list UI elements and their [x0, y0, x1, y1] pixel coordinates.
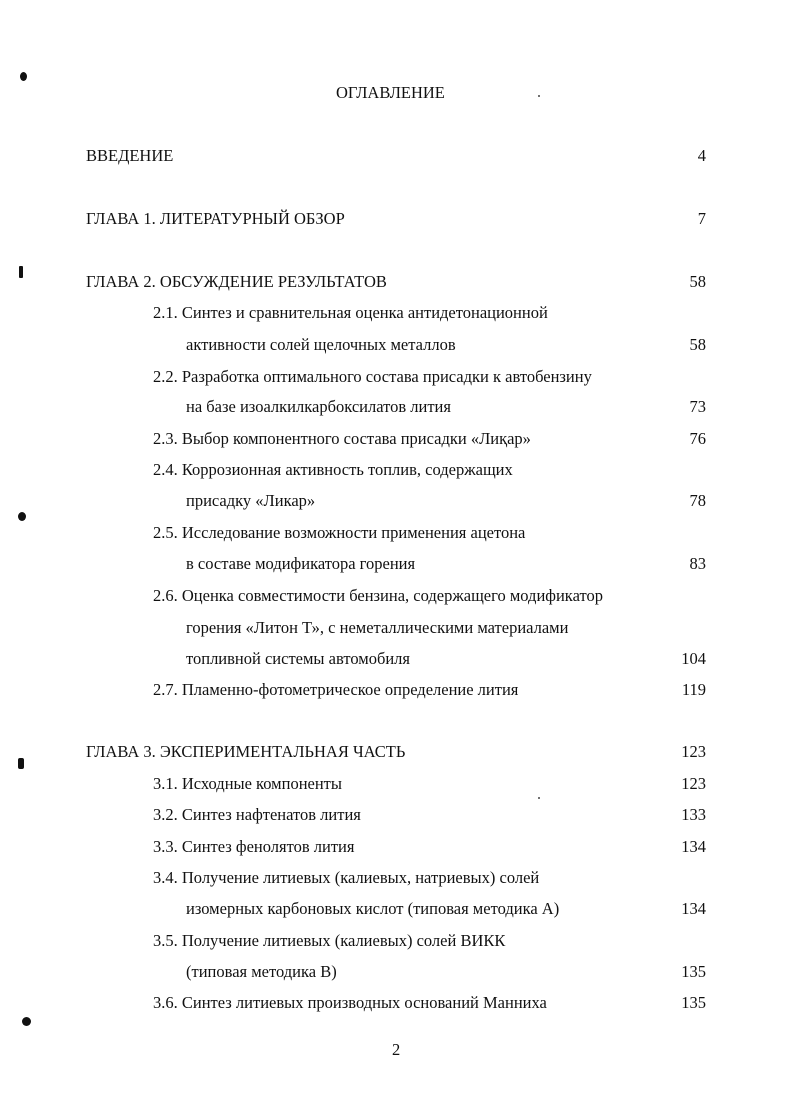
toc-section-3-2: 3.2. Синтез нафтенатов лития [153, 805, 361, 824]
scan-mark [20, 72, 27, 81]
toc-section-3-4-cont: изомерных карбоновых кислот (типовая методика А) [186, 899, 560, 918]
scan-speck [538, 95, 540, 97]
toc-section-2-3: 2.3. Выбор компонентного состава присадки «Лиқар» [153, 429, 531, 448]
toc-page-chapter-1: 7 [697, 209, 706, 228]
toc-page-2-2: 73 [689, 397, 706, 416]
toc-section-2-5: 2.5. Исследование возможности применения ацетона [153, 523, 526, 542]
toc-section-3-3: 3.3. Синтез фенолятов лития [153, 837, 355, 856]
toc-section-3-4: 3.4. Получение литиевых (калиевых, натриевых) солей [153, 868, 540, 887]
toc-section-2-6: 2.6. Оценка совместимости бензина, содержащего модификатор [153, 586, 603, 605]
scan-mark [18, 758, 24, 769]
toc-page-2-6: 104 [681, 649, 706, 668]
toc-chapter-3: ГЛАВА 3. ЭКСПЕРИМЕНТАЛЬНАЯ ЧАСТЬ [86, 742, 406, 761]
toc-chapter-2: ГЛАВА 2. ОБСУЖДЕНИЕ РЕЗУЛЬТАТОВ [86, 272, 387, 291]
scan-mark [19, 266, 23, 278]
toc-section-2-2: 2.2. Разработка оптимального состава присадки к автобензину [153, 367, 592, 386]
toc-section-3-1: 3.1. Исходные компоненты [153, 774, 342, 793]
toc-page-2-3: 76 [689, 429, 706, 448]
toc-page-2-4: 78 [689, 491, 706, 510]
toc-page-3-6: 135 [681, 993, 706, 1012]
toc-section-2-6-cont: горения «Литон Т», с неметаллическими материалами [186, 618, 569, 637]
toc-chapter-1: ГЛАВА 1. ЛИТЕРАТУРНЫЙ ОБЗОР [86, 209, 345, 228]
toc-page-chapter-3: 123 [681, 742, 706, 761]
toc-section-3-6: 3.6. Синтез литиевых производных оснований Манниха [153, 993, 547, 1012]
toc-page-chapter-2: 58 [689, 272, 706, 291]
scan-mark [18, 512, 26, 521]
toc-section-2-4: 2.4. Коррозионная активность топлив, содержащих [153, 460, 513, 479]
toc-page-3-5: 135 [681, 962, 706, 981]
toc-title: ОГЛАВЛЕНИЕ [336, 83, 445, 102]
toc-section-2-2-cont: на базе изоалкилкарбоксилатов лития [186, 397, 451, 416]
toc-entry-intro: ВВЕДЕНИЕ [86, 146, 174, 165]
toc-page-intro: 4 [697, 146, 706, 165]
toc-page-2-1: 58 [689, 335, 706, 354]
scan-mark [22, 1017, 31, 1026]
page-number: 2 [392, 1040, 401, 1059]
toc-page-3-1: 123 [681, 774, 706, 793]
toc-page-2-5: 83 [689, 554, 706, 573]
toc-section-2-1-cont: активности солей щелочных металлов [186, 335, 456, 354]
toc-section-2-6-cont2: топливной системы автомобиля [186, 649, 410, 668]
toc-page-2-7: 119 [681, 680, 706, 699]
scan-speck [538, 797, 540, 799]
toc-section-3-5-cont: (типовая методика В) [186, 962, 337, 981]
toc-page-3-3: 134 [681, 837, 706, 856]
toc-page-3-4: 134 [681, 899, 706, 918]
toc-section-2-7: 2.7. Пламенно-фотометрическое определение лития [153, 680, 519, 699]
toc-section-3-5: 3.5. Получение литиевых (калиевых) солей ВИКК [153, 931, 506, 950]
toc-section-2-4-cont: присадку «Ликар» [186, 491, 316, 510]
toc-section-2-1: 2.1. Синтез и сравнительная оценка антидетонационной [153, 303, 548, 322]
toc-section-2-5-cont: в составе модификатора горения [186, 554, 416, 573]
toc-page-3-2: 133 [681, 805, 706, 824]
